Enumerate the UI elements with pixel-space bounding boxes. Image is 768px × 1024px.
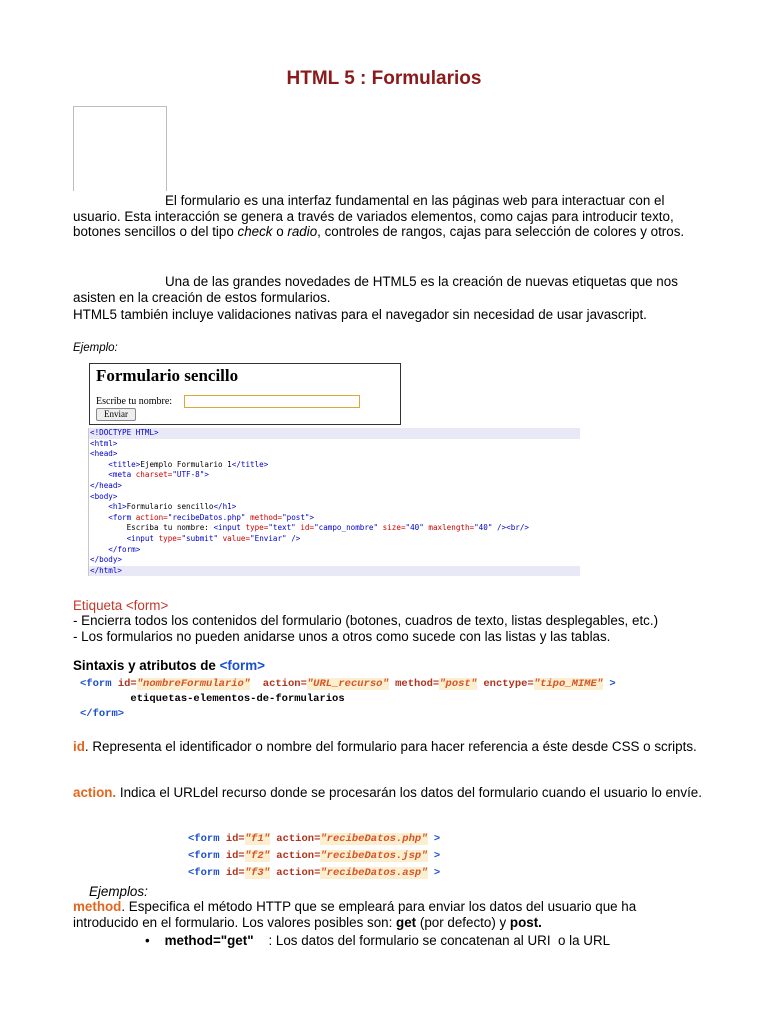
demo-form-preview xyxy=(89,363,401,425)
attr-method-mid: (por defecto) y xyxy=(416,914,510,930)
intro-p1-text-b: , controles de rangos, cajas para selección de colores y otros. xyxy=(317,224,685,239)
syntax-heading-tag: <form> xyxy=(219,658,265,673)
syntax-heading xyxy=(73,658,265,673)
code-line: </form> xyxy=(88,545,580,556)
code-line: <head> xyxy=(88,449,580,460)
image-placeholder xyxy=(73,106,167,191)
attr-action-paragraph xyxy=(73,785,703,801)
code-line: <meta charset="UTF-8"> xyxy=(88,470,580,481)
intro-p2-rest: asisten en la creación de estos formularios. xyxy=(73,289,331,305)
intro-p1-lead: El formulario es una interfaz fundamental en las páginas web para interactuar con el xyxy=(165,193,665,208)
syntax-line-2: etiquetas-elementos-de-formularios xyxy=(130,693,345,705)
code-line: <form id="f1" action="recibeDatos.php" > xyxy=(188,833,441,845)
syntax-code xyxy=(80,677,616,722)
attr-action-text: Indica el URLdel recurso donde se procesarán los datos del formulario cuando el usuario lo envíe. xyxy=(116,785,702,800)
code-line: <form action="recibeDatos.php" method="post"> xyxy=(88,513,580,524)
demo-submit-button[interactable]: Enviar xyxy=(96,408,136,421)
demo-name-input[interactable] xyxy=(184,395,360,408)
list-item: - Encierra todos los contenidos del formulario (botones, cuadros de texto, listas desplegables, etc.) xyxy=(73,613,659,628)
code-line: <h1>Formulario sencillo</h1> xyxy=(88,502,580,513)
code-line: <form id="nombreFormulario" action="URL_recurso" method="post" enctype="tipo_MIME" > xyxy=(80,678,616,690)
etiqueta-list xyxy=(73,613,723,644)
code-line: </head> xyxy=(88,481,580,492)
action-examples-code xyxy=(188,831,440,882)
code-line: <!DOCTYPE HTML> xyxy=(88,428,580,439)
method-bullet-code: method="get" xyxy=(164,933,254,948)
syntax-heading-text: Sintaxis y atributos de xyxy=(73,658,220,673)
code-line: </form> xyxy=(80,708,125,720)
etiqueta-form-heading: Etiqueta <form> xyxy=(73,598,169,613)
demo-heading: Formulario sencillo xyxy=(96,366,239,385)
code-line xyxy=(80,692,616,707)
intro-p2-lead: Una de las grandes novedades de HTML5 es la creación de nuevas etiquetas que nos xyxy=(165,274,678,289)
attr-id-text: . Representa el identificador o nombre del formulario para hacer referencia a éste desde CSS o scripts. xyxy=(84,739,697,754)
intro-p1-radio: radio xyxy=(287,224,318,239)
attr-action-name: action. xyxy=(73,785,117,800)
intro-p1-check: check xyxy=(237,224,273,239)
method-bullet-text: : Los datos del formulario se concatenan al URI o la URL xyxy=(253,933,611,948)
page-title: HTML 5 : Formularios xyxy=(286,68,482,89)
example-label: Ejemplo: xyxy=(73,342,118,354)
demo-field-label: Escribe tu nombre: xyxy=(96,396,173,407)
code-line: </body> xyxy=(88,555,580,566)
intro-paragraph-2 xyxy=(73,274,703,305)
attr-method-text: . Especifica el método HTTP que se empleará para enviar los datos del usuario que ha introducido en el formulario. Los valores posibles son: xyxy=(73,899,637,930)
attr-id-name: id xyxy=(73,739,85,754)
attr-method-get: get xyxy=(396,914,417,930)
code-listing xyxy=(88,428,580,576)
code-line: <form id="f3" action="recibeDatos.asp" > xyxy=(188,867,441,879)
code-line: <title>Ejemplo Formulario 1</title> xyxy=(88,460,580,471)
code-line: </html> xyxy=(88,566,580,577)
code-line: <html> xyxy=(88,439,580,450)
intro-p1-text-a: usuario. Esta interacción se genera a través de variados elementos, como cajas para introducir texto, botones sencillos o del tipo xyxy=(73,208,674,239)
attr-method-paragraph xyxy=(73,899,703,930)
examples-label: Ejemplos: xyxy=(89,884,148,899)
method-bullet xyxy=(145,933,745,948)
code-line: <form id="f2" action="recibeDatos.jsp" > xyxy=(188,850,441,862)
attr-id-paragraph xyxy=(73,739,703,755)
code-line: <body> xyxy=(88,492,580,503)
bullet-icon: • xyxy=(145,933,150,948)
intro-paragraph-3: HTML5 también incluye validaciones nativas para el navegador sin necesidad de usar javascript. xyxy=(73,307,647,322)
code-line: Escriba tu nombre: <input type="text" id="campo_nombre" size="40" maxlength="40" /><br/> xyxy=(88,523,580,534)
list-item: - Los formularios no pueden anidarse unos a otros como sucede con las listas y las tablas. xyxy=(73,628,611,644)
intro-p1-o: o xyxy=(272,224,288,239)
attr-method-post: post. xyxy=(509,914,542,930)
attr-method-name: method xyxy=(73,899,122,914)
intro-paragraph-1 xyxy=(73,193,703,240)
code-line: <input type="submit" value="Enviar" /> xyxy=(88,534,580,545)
